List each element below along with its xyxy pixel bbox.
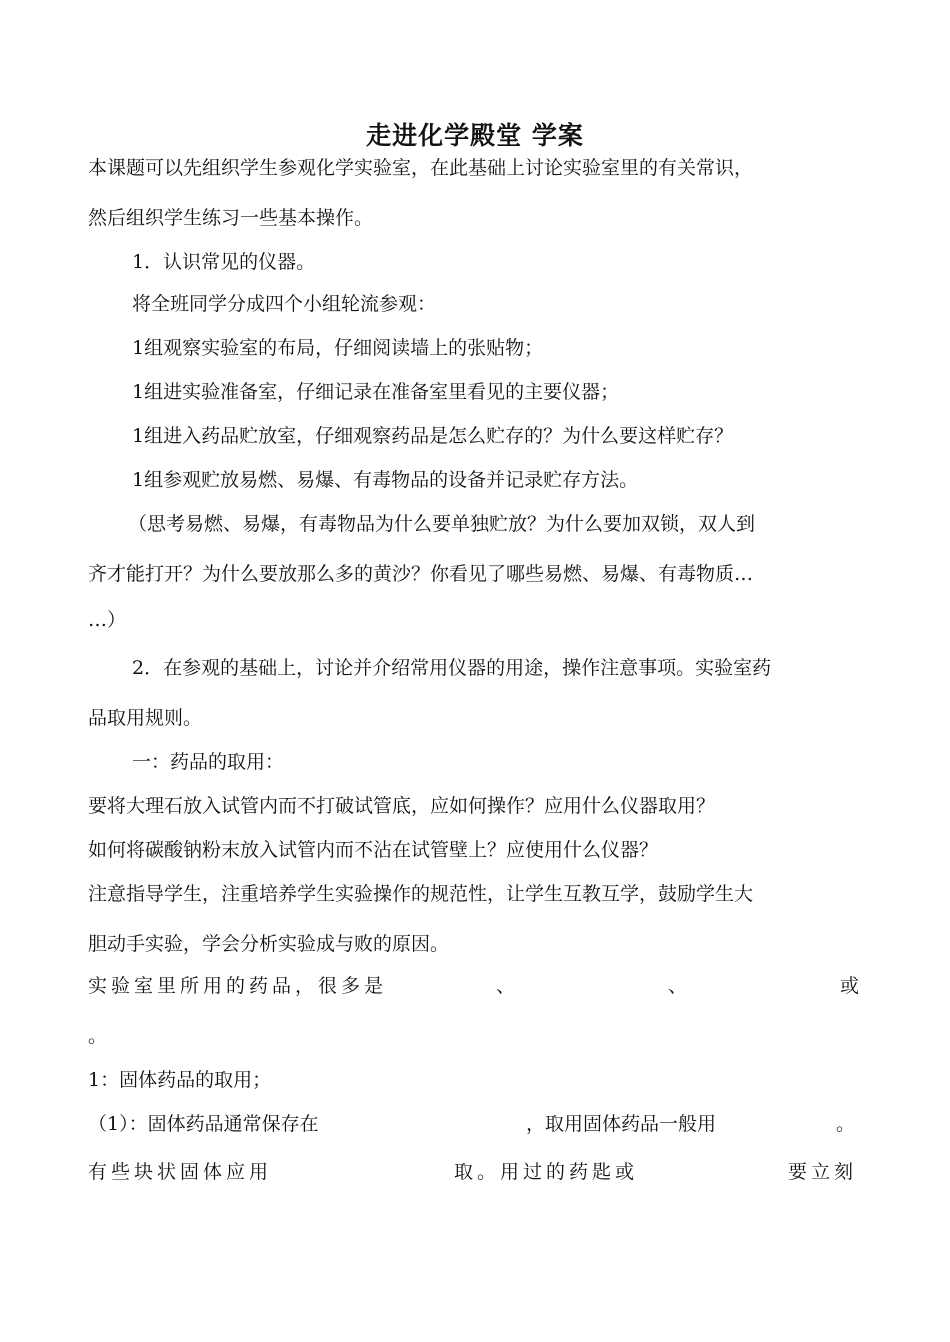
solid-heading: 1：固体药品的取用； <box>88 1069 272 1091</box>
fill-1-text-c: 、 <box>668 975 688 997</box>
item-2-line-2: 品取用规则。 <box>88 707 203 729</box>
fill-1-text-a: 实验室里所用的药品，很多是 <box>88 975 388 997</box>
fill-2-text-b: ，取用固体药品一般用 <box>526 1113 717 1135</box>
fill-2-text-a: （1）：固体药品通常保存在 <box>88 1113 319 1135</box>
fill-1-text-b: 、 <box>496 975 516 997</box>
page-title: 走进化学殿堂 学案 <box>366 121 584 150</box>
note-line-2: 胆动手实验，学会分析实验成与败的原因。 <box>88 933 450 955</box>
think-line-1: （思考易燃、易爆，有毒物品为什么要单独贮放？为什么要加双锁，双人到 <box>128 513 756 535</box>
intro-line-2: 然后组织学生练习一些基本操作。 <box>88 207 374 229</box>
think-line-2: 齐才能打开？为什么要放那么多的黄沙？你看见了哪些易燃、易爆、有毒物质… <box>88 563 754 585</box>
group-intro: 将全班同学分成四个小组轮流参观： <box>132 293 437 315</box>
question-2: 如何将碳酸钠粉末放入试管内而不沾在试管壁上？应使用什么仪器？ <box>88 839 659 861</box>
think-line-3: …） <box>88 609 127 631</box>
fill-3-text-c: 要立刻 <box>788 1161 858 1183</box>
group-3: 1组进入药品贮放室，仔细观察药品是怎么贮存的？为什么要这样贮存？ <box>132 425 734 447</box>
group-1: 1组观察实验室的布局，仔细阅读墙上的张贴物； <box>132 337 544 359</box>
item-1-heading: 1．认识常见的仪器。 <box>132 251 316 273</box>
section-heading: 一：药品的取用： <box>132 751 285 773</box>
item-2-line-1: 2．在参观的基础上，讨论并介绍常用仪器的用途，操作注意事项。实验室药 <box>132 657 772 679</box>
group-2: 1组进实验准备室，仔细记录在准备室里看见的主要仪器； <box>132 381 620 403</box>
fill-2-text-c: 。 <box>836 1113 856 1135</box>
fill-3-text-b: 取。用过的药匙或 <box>454 1161 639 1183</box>
note-line-1: 注意指导学生，注重培养学生实验操作的规范性，让学生互教互学，鼓励学生大 <box>88 883 754 905</box>
fill-3-text-a: 有些块状固体应用 <box>88 1161 273 1183</box>
fill-1-end: 。 <box>88 1025 108 1047</box>
fill-1-text-d: 或 <box>840 975 860 997</box>
group-4: 1组参观贮放易燃、易爆、有毒物品的设备并记录贮存方法。 <box>132 469 639 491</box>
question-1: 要将大理石放入试管内而不打破试管底，应如何操作？应用什么仪器取用？ <box>88 795 716 817</box>
intro-line-1: 本课题可以先组织学生参观化学实验室，在此基础上讨论实验室里的有关常识， <box>88 157 754 179</box>
